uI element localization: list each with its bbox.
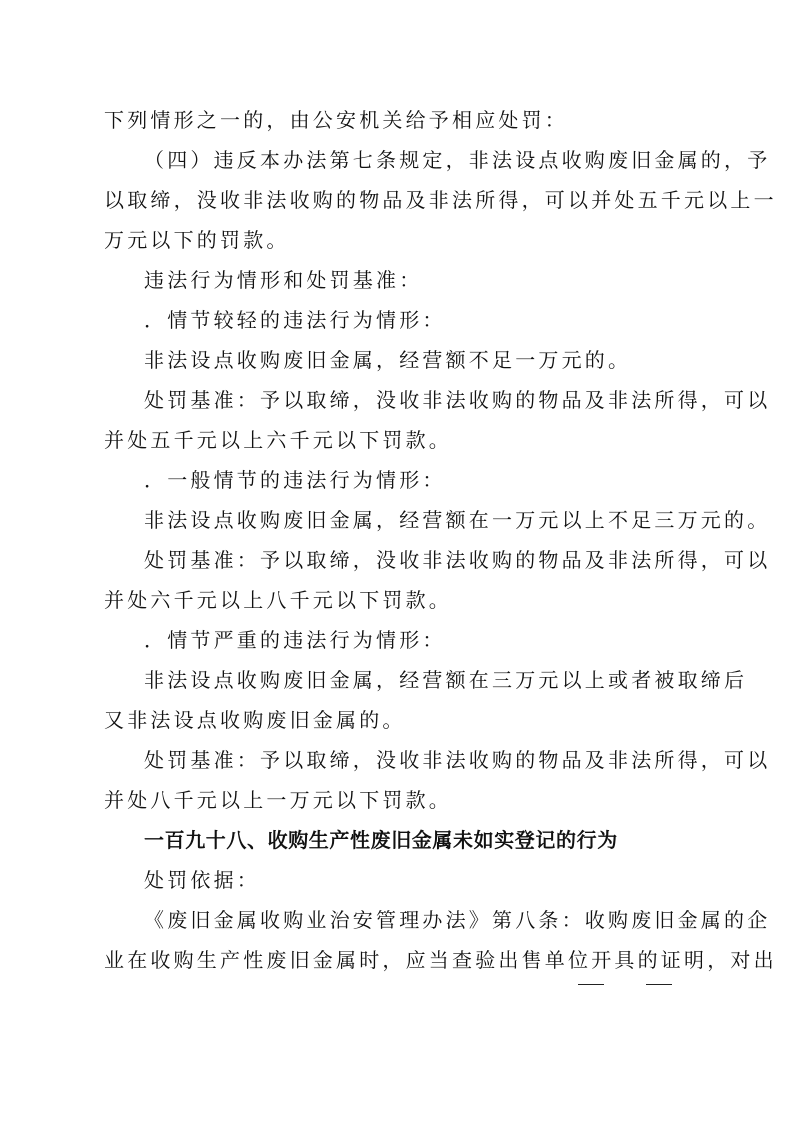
paragraph-line: 以取缔，没收非法收购的物品及非法所得，可以并处五千元以上一	[104, 188, 777, 212]
paragraph-line: 并处五千元以上六千元以下罚款。	[104, 428, 452, 452]
list-item-heading: ．情节较轻的违法行为情形：	[144, 308, 446, 332]
paragraph-line: 处罚基准：予以取缔，没收非法收购的物品及非法所得，可以	[144, 748, 771, 772]
paragraph-line: 又非法设点收购废旧金属的。	[104, 708, 406, 732]
paragraph-line: 非法设点收购废旧金属，经营额在一万元以上不足三万元的。	[144, 508, 771, 532]
paragraph-line: 违法行为情形和处罚基准：	[144, 268, 423, 292]
list-item-heading: ．情节严重的违法行为情形：	[144, 628, 446, 652]
paragraph-line: 处罚基准：予以取缔，没收非法收购的物品及非法所得，可以	[144, 388, 771, 412]
paragraph-line: 下列情形之一的，由公安机关给予相应处罚：	[104, 108, 568, 132]
paragraph-line: 处罚基准：予以取缔，没收非法收购的物品及非法所得，可以	[144, 548, 771, 572]
paragraph-line: 处罚依据：	[144, 868, 260, 892]
paragraph-line: 非法设点收购废旧金属，经营额不足一万元的。	[144, 348, 632, 372]
page-number-dash-left	[578, 984, 604, 985]
paragraph-line: 业在收购生产性废旧金属时，应当查验出售单位开具的证明，对出	[104, 948, 777, 972]
paragraph-line: 《废旧金属收购业治安管理办法》第八条：收购废旧金属的企	[144, 908, 771, 932]
section-heading: 一百九十八、收购生产性废旧金属未如实登记的行为	[144, 828, 618, 852]
paragraph-line: 非法设点收购废旧金属，经营额在三万元以上或者被取缔后	[144, 668, 748, 692]
list-item-heading: ．一般情节的违法行为情形：	[144, 468, 446, 492]
paragraph-line: 并处六千元以上八千元以下罚款。	[104, 588, 452, 612]
paragraph-line: 万元以下的罚款。	[104, 228, 290, 252]
paragraph-line: （四）违反本办法第七条规定，非法设点收购废旧金属的，予	[144, 148, 771, 172]
paragraph-line: 并处八千元以上一万元以下罚款。	[104, 788, 452, 812]
page-number-dash-right	[646, 984, 672, 985]
